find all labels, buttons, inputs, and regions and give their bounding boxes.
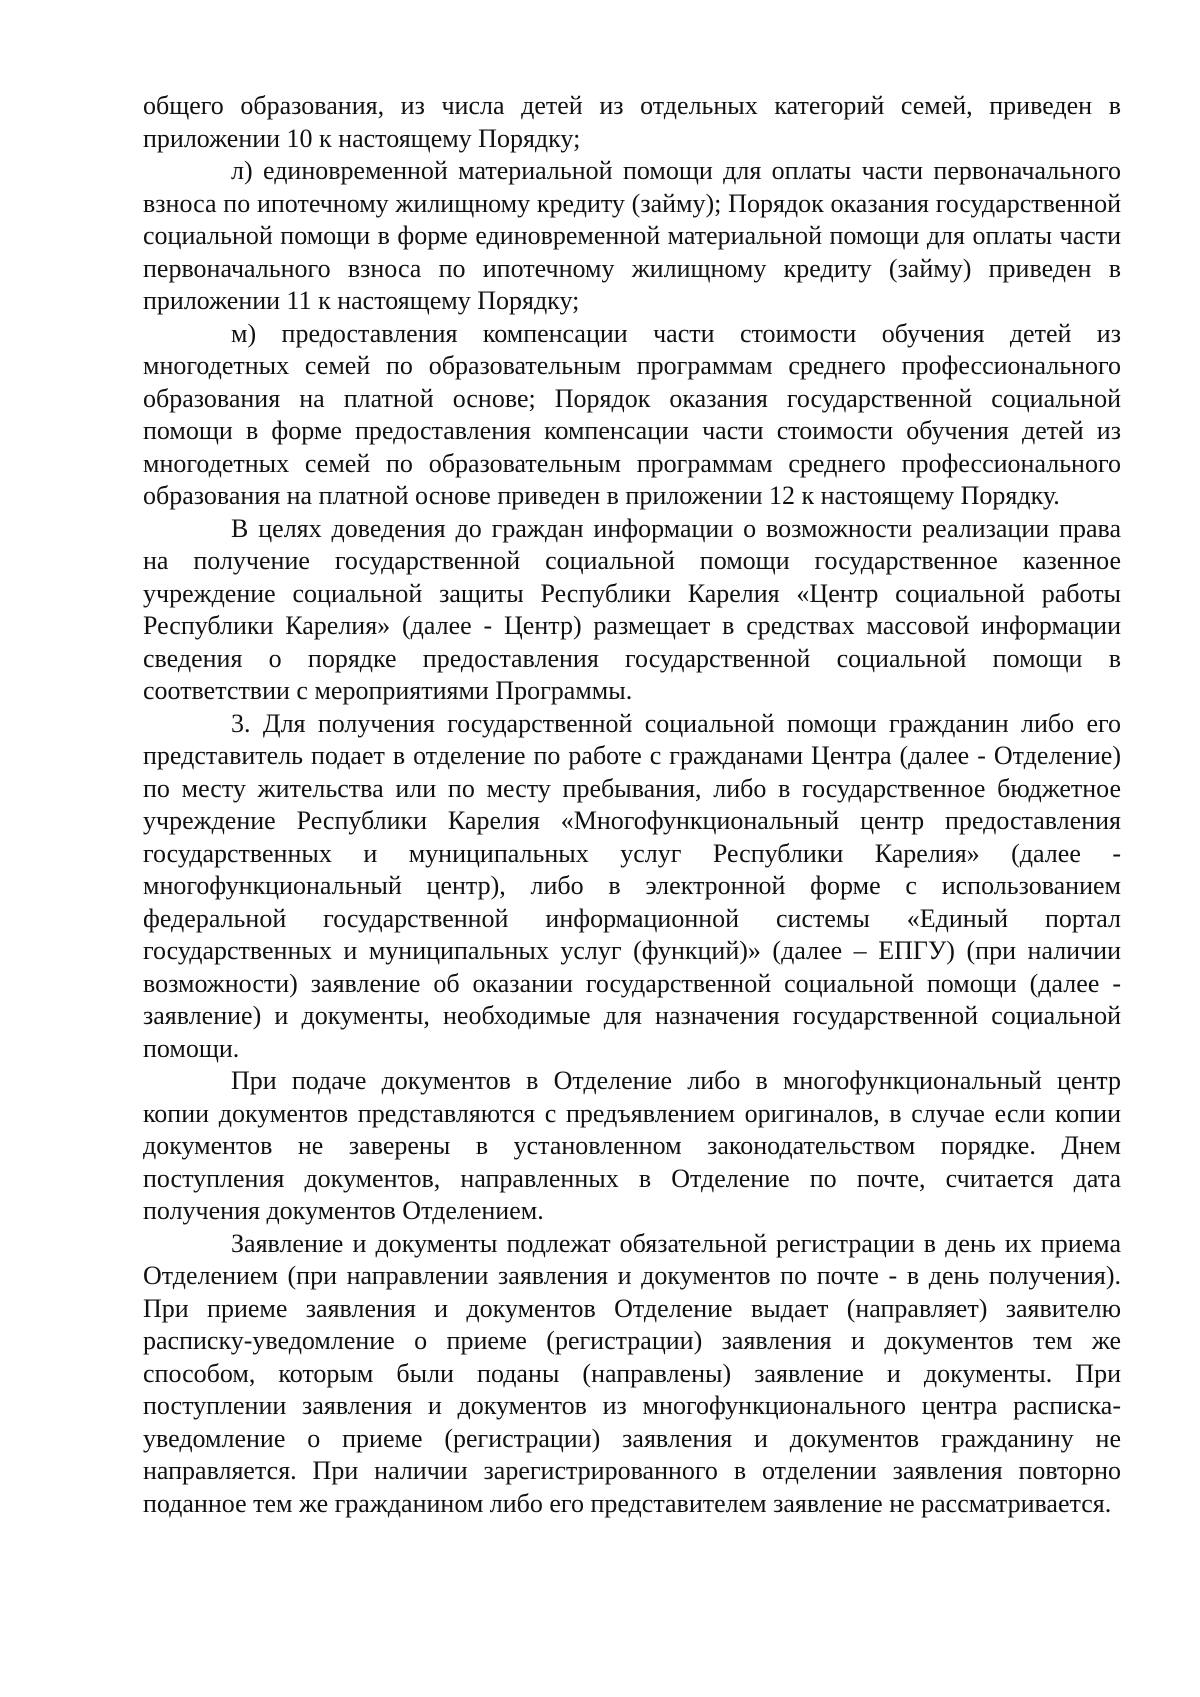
document-page xyxy=(143,90,1121,1520)
paragraph-document-copies: При подаче документов в Отделение либо в многофункциональный центр копии документов представляются с предъявлением оригиналов, в случае если копии документов не заверены в установленном законодательством порядке. Днем поступления документов, направленных в Отделение по почте, считается дата получения документов Отделением. xyxy=(143,1066,1121,1225)
paragraph-general-education-continuation: общего образования, из числа детей из отдельных категорий семей, приведен в приложении 10 к настоящему Порядку; xyxy=(143,91,1121,153)
paragraph-item-m-education-compensation: м) предоставления компенсации части стоимости обучения детей из многодетных семей по образовательным программам среднего профессионального образования на платной основе; Порядок оказания государственной социальной помощи в форме предоставления компенсации части стоимости обучения детей из многодетных семей по образовательным программам среднего профессионального образования на платной основе приведен в приложении 12 к настоящему Порядку. xyxy=(143,318,1121,510)
paragraph-section-3-application: 3. Для получения государственной социальной помощи гражданин либо его представитель подает в отделение по работе с гражданами Центра (далее - Отделение) по месту жительства или по месту пребывания, либо в государственное бюджетное учреждение Республики Карелия «Многофункциональный центр предоставления государственных и муниципальных услуг Республики Карелия» (далее - многофункциональный центр), либо в электронной форме с использованием федеральной государственной информационной системы «Единый портал государственных и муниципальных услуг (функций)» (далее – ЕПГУ) (при наличии возможности) заявление об оказании государственной социальной помощи (далее - заявление) и документы, необходимые для назначения государственной социальной помощи. xyxy=(143,708,1121,1063)
paragraph-registration: Заявление и документы подлежат обязательной регистрации в день их приема Отделением (при направлении заявления и документов по почте - в день получения). При приеме заявления и документов Отделение выдает (направляет) заявителю расписку-уведомление о приеме (регистрации) заявления и документов тем же способом, которым были поданы (направлены) заявление и документы. При поступлении заявления и документов из многофункционального центра расписка-уведомление о приеме (регистрации) заявления и документов гражданину не направляется. При наличии зарегистрированного в отделении заявления повторно поданное тем же гражданином либо его представителем заявление не рассматривается. xyxy=(143,1228,1121,1518)
paragraph-item-l-mortgage-assistance: л) единовременной материальной помощи для оплаты части первоначального взноса по ипотечному жилищному кредиту (займу); Порядок оказания государственной социальной помощи в форме единовременной материальной помощи для оплаты части первоначального взноса по ипотечному жилищному кредиту (займу) приведен в приложении 11 к настоящему Порядку; xyxy=(143,156,1121,315)
paragraph-information-dissemination: В целях доведения до граждан информации о возможности реализации права на получение государственной социальной помощи государственное казенное учреждение социальной защиты Республики Карелия «Центр социальной работы Республики Карелия» (далее - Центр) размещает в средствах массовой информации сведения о порядке предоставления государственной социальной помощи в соответствии с мероприятиями Программы. xyxy=(143,513,1121,705)
